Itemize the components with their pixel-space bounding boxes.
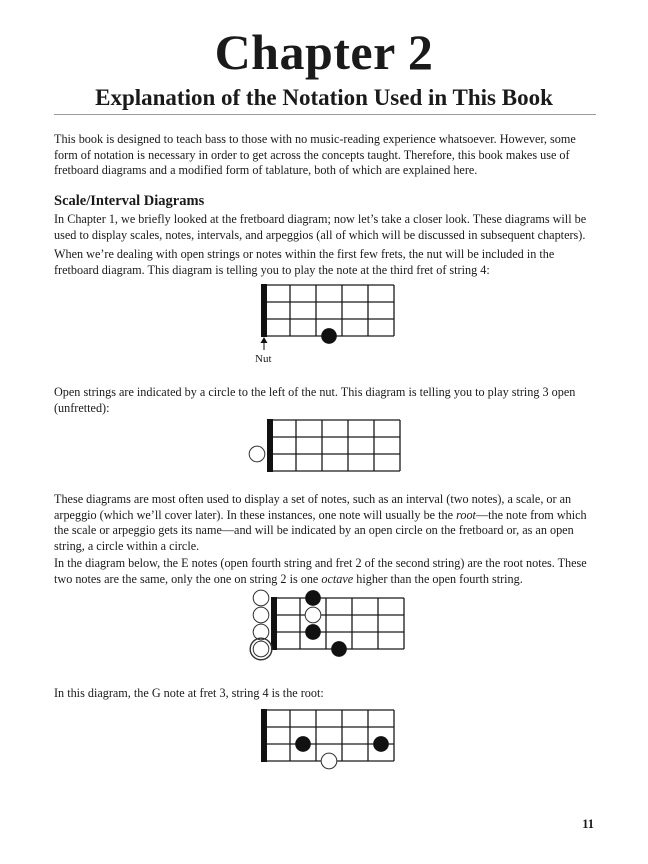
paragraph-chapter1-recap: In Chapter 1, we briefly looked at the fretboard diagram; now let’s take a closer look. These diagrams will be used to display scales, notes, intervals, and arpeggios (all of which will be discussed in subsequent chapters). [54, 212, 587, 242]
nut-label: Nut [255, 353, 272, 365]
paragraph-g-root: In this diagram, the G note at fret 3, string 4 is the root: [54, 686, 324, 700]
paragraph-e-notes: In the diagram below, the E notes (open fourth string and fret 2 of the second string) are the root notes. These two notes are the same, only the one on string 2 is one octave higher than the open fourth string. [54, 556, 587, 586]
nut-bar [261, 709, 267, 762]
chapter-title: Chapter 2 [214, 24, 434, 80]
fretboard-diagram-e-roots [240, 588, 410, 662]
fretboard-diagram-open-string3 [240, 414, 410, 476]
note-dot [321, 328, 337, 344]
open-string-circle [249, 446, 265, 462]
nut-bar [267, 419, 273, 472]
octave-term: octave [321, 571, 354, 586]
chapter-subtitle: Explanation of the Notation Used in This Book [95, 85, 553, 110]
note-dot [373, 736, 389, 752]
note-dot [305, 624, 321, 640]
section-heading: Scale/Interval Diagrams [54, 193, 205, 209]
note-dot [331, 641, 347, 657]
nut-arrow-head-icon [261, 337, 268, 343]
open-string-circle [253, 641, 269, 657]
nut-bar [261, 284, 267, 337]
paragraph-root-notes: These diagrams are most often used to display a set of notes, such as an interval (two notes), a scale, or an arpeggio (which we’ll cover later). In these instances, one note will usually be the root—the note from which the scale or arpeggio gets its name—and will be indicated by an open circle on the fretboard or, as an open string, a circle within a circle. [54, 492, 587, 553]
root-note-circle [305, 607, 321, 623]
nut-bar [271, 597, 277, 650]
root-term: root [456, 507, 476, 522]
fretboard-diagram-fret3-string4 [250, 280, 410, 370]
open-string-circle [253, 590, 269, 606]
title-divider [54, 114, 596, 115]
root-note-circle [321, 753, 337, 769]
note-dot [305, 590, 321, 606]
paragraph-open-strings: Open strings are indicated by a circle to the left of the nut. This diagram is telling you to play string 3 open (unfretted): [54, 385, 576, 415]
paragraph-nut-explanation: When we’re dealing with open strings or notes within the first few frets, the nut will be included in the fretboard diagram. This diagram is telling you to play the note at the third fret of string 4: [54, 247, 555, 277]
note-dot [295, 736, 311, 752]
intro-paragraph: This book is designed to teach bass to those with no music-reading experience whatsoever. However, some form of notation is necessary in order to get across the concepts taught. Therefore, this book makes use of fretboard diagrams and a modified form of tablature, both of which are explained here. [54, 132, 576, 177]
open-string-circle [253, 607, 269, 623]
open-string-circle [253, 624, 269, 640]
page-number: 11 [582, 817, 594, 831]
fretboard-diagram-g-root [250, 704, 410, 770]
